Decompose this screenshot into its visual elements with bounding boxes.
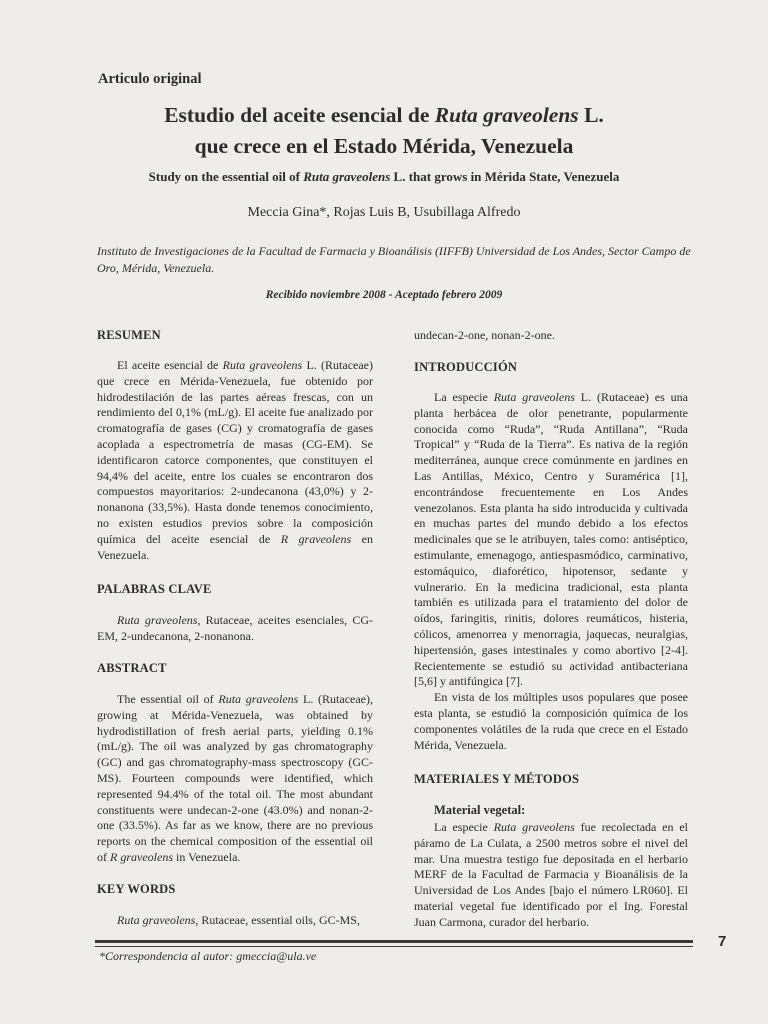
page-number: 7 [718,933,727,950]
resumen-text: El aceite esencial de Ruta graveolens L. (Rutaceae) que crece en Mérida-Venezuela, fue obtenido por hidrodestilación de las partes aéreas frescas, con un rendimiento del 0,1% (mL/g). El aceite fue analizado por cromatografía de gases (CG) y cromatografía de gases acoplada a espectrometría de masas (CG-EM). Se identificaron catorce componentes, que constituyen el 94,4% del aceite, entre los cuales se encontraron dos compuestos mayoritarios: 2-undecanona (43,0%) y 2-nonanona (33,5%). Hasta donde tenemos conocimiento, no existen estudios previos sobre la composición química del aceite esencial de R graveolens en Venezuela. [97,358,374,562]
footer-rule-thin [95,946,693,947]
abstract-heading: ABSTRACT [97,661,167,675]
received-accepted-dates: Recibido noviembre 2008 - Aceptado febrero 2009 [265,289,503,301]
abstract-text: The essential oil of Ruta graveolens L. (Rutaceae), growing at Mérida-Venezuela, was obtained by hydrodistillation of fresh aerial parts, yielding 0.1% (mL/g). The oil was analyzed by gas chromatography (GC) and gas chromatography-mass spectroscopy (GC-MS). Fourteen compounds were identified, which represented 94.4% of the total oil. The most abundant constituents were undecan-2-one (43.0%) and nonan-2-one (33.5%). As far as we know, there are no previous reports on the chemical composition of the essential oil of R graveolens in Venezuela. [97,692,374,864]
introduccion-heading: INTRODUCCIÓN [414,360,518,374]
correspondence-footnote: *Correspondencia al autor: gmeccia@ula.ve [99,949,317,963]
english-subtitle: Study on the essential oil of Ruta graveolens L. that grows in Mérida State, Venezuela [148,169,620,184]
palabras-clave-text: Ruta graveolens, Rutaceae, aceites esenciales, CG-EM, 2-undecanona, 2-nonanona. [97,613,373,643]
material-vegetal-subheading: Material vegetal: [434,803,526,817]
section-label: Articulo original [98,71,202,87]
key-words-continued: undecan-2-one, nonan-2-one. [414,328,555,342]
palabras-clave-heading: PALABRAS CLAVE [97,582,212,596]
authors: Meccia Gina*, Rojas Luis B, Usubillaga Alfredo [247,205,521,220]
title-line-1: Estudio del aceite esencial de Ruta graveolens L. [164,103,604,127]
footer-rule-thick [95,940,693,943]
affiliation: Instituto de Investigaciones de la Facultad de Farmacia y Bioanálisis (IIFFB) Universidad de Los Andes, Sector Campo de Oro, Mérida, Venezuela. [97,244,691,275]
key-words-heading: KEY WORDS [97,882,176,896]
resumen-heading: RESUMEN [97,328,161,342]
materiales-heading: MATERIALES Y MÉTODOS [414,772,580,786]
introduccion-text: La especie Ruta graveolens L. (Rutaceae) es una planta herbácea de olor penetrante, popularmente conocida como “Ruda”, “Ruda Antillana”, “Ruda Tropical” y “Ruda de la Tierra”. Es nativa de la región mediterránea, aunque crece comúnmente en jardines en Las Antillas, México, Centro y Suramérica [1], encontrándose frecuentemente en Los Andes venezolanos. Esta planta ha sido introducida y cultivada en muchas partes del mundo debido a los efectos medicinales que se le atribuyen, tales como: antiséptico, estimulante, emenagogo, antiespasmódico, carminativo, estomáquico, diaforético, hipotensor, sedante y vulnerario. En la medicina tradicional, esta planta también es utilizada para el tratamiento del dolor de oídos, faringitis, rinitis, dolores reumáticos, histeria, cólicos, amenorrea y menorragia, jaquecas, neuralgias, hipertensión, gases intestinales y como abortivo [2-4]. Recientemente se estudió su actividad antibacteriana [5,6] y antifúngica [7]. En vista de los múltiples usos populares que posee esta planta, se estudió la composición química de los componentes volátiles de la ruda que crece en el Estado Mérida, Venezuela. [414,390,688,752]
materiales-text: La especie Ruta graveolens fue recolectada en el páramo de La Culata, a 2500 metros sobre el nivel del mar. Una muestra testigo fue depositada en el herbario MERF de la Facultad de Farmacia y Bioanálisis de la Universidad de Los Andes [bajo el número LR060]. El material vegetal fue identificado por el Ing. Forestal Juan Carmona, curador del herbario. [414,820,688,929]
title-line-2: que crece en el Estado Mérida, Venezuela [194,134,574,158]
key-words-text: Ruta graveolens, Rutaceae, essential oils, GC-MS, [117,913,360,927]
